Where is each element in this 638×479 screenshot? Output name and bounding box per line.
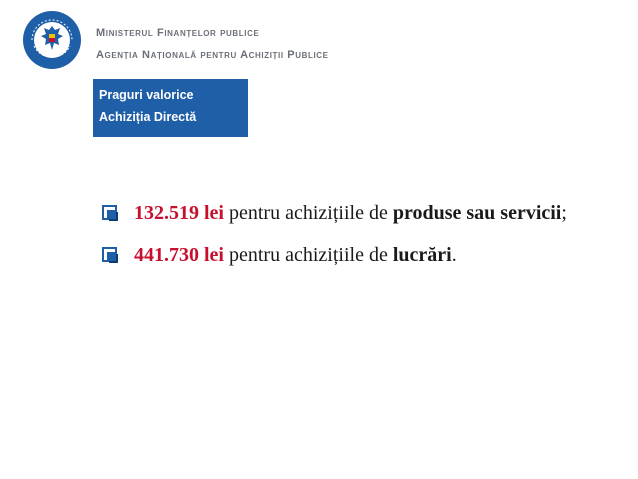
slide-header <box>0 0 638 75</box>
bullet-text: pentru achizițiile de <box>224 244 393 266</box>
threshold-amount: 132.519 lei <box>134 202 224 224</box>
bullet-emphasis: produse sau servicii <box>392 202 562 224</box>
threshold-amount: 441.730 lei <box>134 244 224 266</box>
bullet-item <box>100 199 570 228</box>
bullet-end: . <box>451 244 457 266</box>
ministry-line-2: Agenția Națională pentru Achiziții Publice <box>96 49 329 61</box>
bullet-emphasis: lucrări <box>392 244 452 266</box>
checkbox-bullet-icon <box>102 247 117 262</box>
bullet-text: pentru achizițiile de <box>224 202 393 224</box>
checkbox-bullet-icon <box>102 205 117 220</box>
bullet-item <box>100 241 570 270</box>
bullet-list <box>100 199 570 283</box>
ministry-name <box>96 22 329 66</box>
bullet-end: ; <box>561 202 567 224</box>
government-seal-icon <box>22 10 82 70</box>
slide-title-box <box>93 79 248 137</box>
title-line-1: Praguri valorice <box>99 88 194 102</box>
ministry-line-1: Ministerul Finanțelor publice <box>96 27 260 39</box>
title-line-2: Achiziția Directă <box>99 110 197 124</box>
